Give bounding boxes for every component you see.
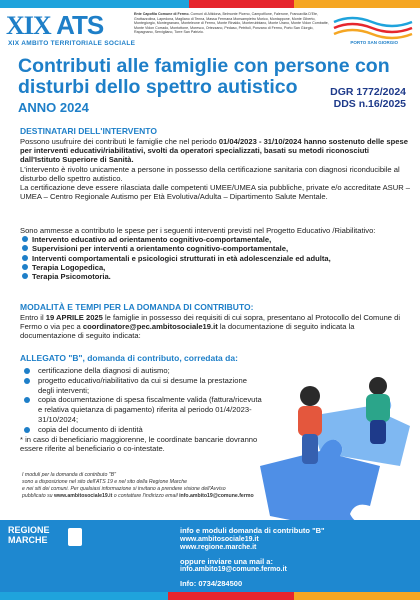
list-item bbox=[20, 425, 265, 435]
dgr-label: DGR 1772/2024 bbox=[330, 86, 406, 98]
spese-list bbox=[20, 235, 410, 281]
modalita-text bbox=[20, 313, 410, 341]
municipalities-text: Comuni di Altidona, Belmonte Piceno, Campofilone, Falerone, Francavilla D'Ete, Grottazzolina, Lapedona, Magliano di Tenna, Massa Fermana Monsampietro Morico, Montappone, Monte Giberto, Montegiorgio, Montegranaro, Monteleone di Fermo, Monte Rinaldo, Monterubbiano, Monte Urano, Monte Vidon Combatte, Monte Vidon Corrado, Montottone, Moresco, Ortezzano, Pedaso, Petritoli, Ponzano di Fermo, Porto San Giorgio, Rapagnano, Servigliano, Torre San Patrizio. bbox=[134, 12, 329, 35]
destinatari-heading: DESTINATARI DELL'INTERVENTO bbox=[20, 126, 157, 136]
bullet-icon bbox=[22, 273, 28, 279]
note-line-2: sono a disposizione nel sito dell'ATS 19 e nel sito della Regione Marche bbox=[22, 479, 187, 485]
spese-section bbox=[20, 226, 410, 281]
logo-subtitle: XIX AMBITO TERRITORIALE SOCIALE bbox=[8, 40, 136, 47]
bullet-icon bbox=[24, 378, 30, 384]
allegato-item-text: progetto educativo/riabilitativo da cui si desume la prestazione degli interventi; bbox=[38, 375, 247, 395]
note-line-4-a: pubblicato su bbox=[22, 493, 55, 499]
destinatari-p1-b: 01/04/2023 - 31/10/2024 hanno sostenuto delle spese per interventi educativi/riabilitativi, svolti da operatori specializzati, basati su metodi riconosciuti dall'Istituto Superiore di Sanità. bbox=[20, 137, 408, 165]
allegato-item-text: copia del documento di identità bbox=[38, 424, 143, 434]
list-item bbox=[20, 376, 265, 396]
spese-item-text: Terapia Logopedica, bbox=[32, 262, 106, 272]
info-note bbox=[22, 472, 382, 500]
spese-item-text: Terapia Psicomotoria. bbox=[32, 272, 111, 282]
puzzle-illustration-icon bbox=[250, 356, 420, 536]
logo-brand-text: ATS bbox=[56, 10, 104, 40]
footer-phone: Info: 0734/284500 bbox=[180, 578, 243, 588]
spese-item-text: Supervisioni per interventi a orientamento cognitivo-comportamentale, bbox=[32, 244, 289, 254]
logo-mark-text: XIX bbox=[6, 11, 51, 40]
pec-email-link[interactable]: coordinatore@pec.ambitosociale19.it bbox=[82, 322, 218, 332]
bullet-icon bbox=[22, 255, 28, 261]
decree-references bbox=[330, 86, 406, 110]
allegato-note: * in caso di beneficiario maggiorenne, le coordinate bancarie dovranno essere riferite al beneficiario o co-intestate. bbox=[20, 434, 258, 454]
spese-item-text: Interventi comportamentali e psicologici strutturati in età adolescenziale ed adulta, bbox=[32, 253, 331, 263]
destinatari-p3: La certificazione deve essere rilasciata dalle competenti UMEE/UMEA sia pubbliche, private e/o accreditate ASUR – UMEA – Centro Regionale Autismo per Età Evolutiva/Adulta – Dipartimento Salute Mentale. bbox=[20, 183, 411, 202]
footer-link-ats[interactable]: www.ambitosociale19.it bbox=[180, 535, 259, 543]
ats-logo bbox=[6, 10, 103, 41]
top-color-stripe bbox=[0, 0, 420, 8]
ats-website-link[interactable]: www.ambitosociale19.it bbox=[54, 493, 113, 499]
title-line-1: Contributi alle famiglie con persone con bbox=[18, 55, 390, 77]
regione-marche-logo bbox=[8, 526, 78, 552]
allegato-heading: ALLEGATO "B", domanda di contributo, corredata da: bbox=[20, 353, 238, 363]
bullet-icon bbox=[22, 245, 28, 251]
dds-label: DDS n.16/2025 bbox=[333, 98, 406, 110]
footer-info-heading: info e moduli domanda di contributo "B" bbox=[180, 526, 325, 535]
footer-mail-link[interactable]: info.ambito19@comune.fermo.it bbox=[180, 566, 287, 574]
list-item bbox=[20, 235, 410, 244]
footer-link-regione[interactable]: www.regione.marche.it bbox=[180, 544, 257, 552]
regione-text bbox=[8, 526, 50, 545]
allegato-list bbox=[20, 366, 265, 454]
destinatari-p1-a: Possono usufruire dei contributi le famiglie che nel periodo bbox=[20, 137, 219, 146]
bullet-icon bbox=[22, 264, 28, 270]
note-line-1: I moduli per la domanda di contributo "B" bbox=[22, 472, 116, 478]
note-line-3: e nei siti dei comuni. Per qualsiasi informazione si invitano a prendere visione dell'Avviso bbox=[22, 486, 226, 492]
deadline-date: 19 APRILE 2025 bbox=[45, 313, 103, 322]
header bbox=[0, 8, 420, 52]
bullet-icon bbox=[24, 397, 30, 403]
regione-line-1: REGIONE bbox=[8, 525, 50, 535]
list-item bbox=[20, 244, 410, 253]
modalita-text-c: la documentazione di seguito indicata la documentazione di seguito indicata: bbox=[20, 322, 355, 341]
bullet-icon bbox=[22, 236, 28, 242]
regione-line-2: MARCHE bbox=[8, 534, 48, 545]
bullet-icon bbox=[24, 427, 30, 433]
bullet-icon bbox=[24, 368, 30, 374]
list-item bbox=[20, 254, 410, 263]
info-email-link[interactable]: info.ambito19@comune.fermo bbox=[179, 493, 254, 499]
list-item bbox=[20, 395, 265, 424]
allegato-item-text: certificazione della diagnosi di autismo; bbox=[38, 366, 170, 375]
year-label: ANNO 2024 bbox=[18, 100, 89, 115]
regione-emblem-icon bbox=[68, 528, 82, 546]
modalita-text-a: Entro il bbox=[20, 313, 46, 322]
allegato-item-text: copia documentazione di spesa fiscalmente valida (fattura/ricevuta e relativa quietanza di pagamento) riferita al periodo 01/4/2023-31/10/2024; bbox=[38, 395, 262, 424]
list-item bbox=[20, 366, 265, 376]
note-line-4-b: o contattare l'indirizzo email bbox=[112, 493, 180, 499]
list-item bbox=[20, 263, 410, 272]
footer-mail-heading: oppure inviare una mail a: bbox=[180, 556, 273, 566]
spese-intro: Sono ammesse a contributo le spese per i seguenti interventi previsti nel Progetto Educativo /Riabilitativo: bbox=[20, 226, 376, 235]
destinatari-p2: L'intervento è rivolto unicamente a persone in possesso della certificazione sanitaria con diagnosi riconducibile al disturbo dello spettro autistico. bbox=[20, 164, 400, 183]
bottom-color-stripe bbox=[0, 592, 420, 600]
municipalities-list bbox=[134, 12, 330, 35]
spese-item-text: Intervento educativo ad orientamento cognitivo-comportamentale, bbox=[32, 235, 272, 245]
footer-info bbox=[180, 526, 410, 589]
municipalities-label: Ente Capofila Comune di Fermo. bbox=[134, 12, 190, 16]
wave-logo-text: PORTO SAN GIORGIO bbox=[350, 40, 398, 45]
title-line-2: disturbi dello spettro autistico bbox=[18, 76, 298, 98]
modalita-heading: MODALITÀ E TEMPI PER LA DOMANDA DI CONTRIBUTO: bbox=[20, 302, 254, 312]
list-item bbox=[20, 272, 410, 281]
destinatari-text bbox=[20, 137, 410, 201]
footer bbox=[0, 520, 420, 600]
modalita-text-b: le famiglie in possesso dei requisiti di cui sopra, presentano al Protocollo del Comune di Fermo o via pec a bbox=[20, 313, 401, 332]
